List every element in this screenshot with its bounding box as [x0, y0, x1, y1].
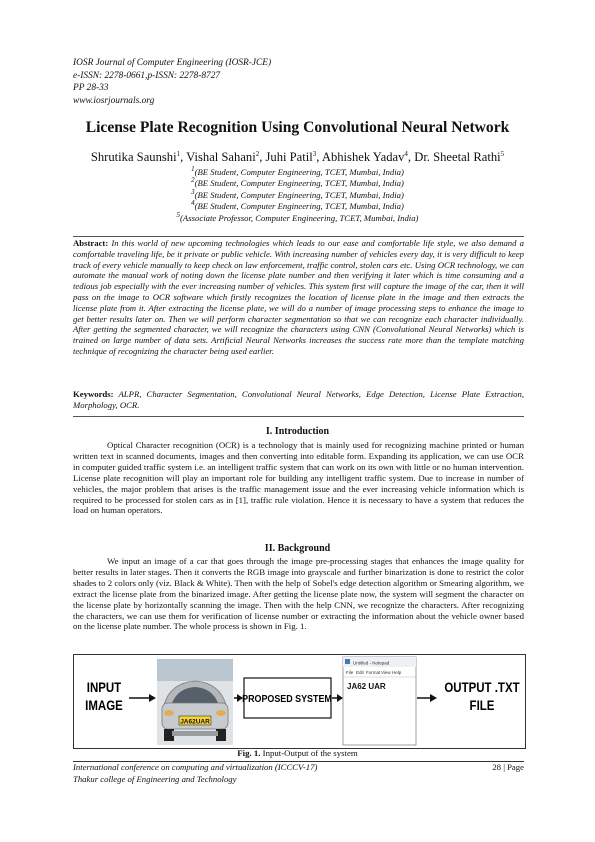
- affiliation-text: (BE Student, Computer Engineering, TCET, Mumbai, India): [194, 167, 404, 177]
- affiliation: [0, 178, 595, 189]
- affiliation: [0, 167, 595, 178]
- affiliation-list: [0, 167, 595, 224]
- affiliation-text: (BE Student, Computer Engineering, TCET, Mumbai, India): [194, 201, 404, 212]
- affiliation-sup: 1: [191, 165, 195, 174]
- paper-title: License Plate Recognition Using Convolutional Neural Network: [85, 119, 510, 136]
- author-name: Juhi Patil: [265, 150, 313, 164]
- section-text-introduction: [73, 440, 524, 516]
- abstract-label: Abstract:: [73, 238, 109, 248]
- notepad-window: [343, 657, 416, 745]
- affiliation-text: (Associate Professor, Computer Engineering, TCET, Mumbai, India): [180, 212, 419, 223]
- paragraph-text: We input an image of a car that goes through the image pre-processing stages that enhances the image quality for better results in later stages. Then it converts the RGB image into grayscale and further binarization is done to restrict the color shades to 2 colors only (viz. Black & White). Then with the help of Sobel's edge detection algorithm or Smearing algorithm, we extract the license plate from the binarized image. After getting the license plate now, the system will segment the character on the license plate by horizontally scanning the image. Then with the help CNN, we recognize the characters. After recognizing the characters, we can use them for verification of license number or extracting the information about the vehicle owner based on the license plate number. The whole process is shown in Fig. 1.: [73, 556, 524, 632]
- footer-college: Thakur college of Engineering and Technology: [73, 774, 237, 784]
- journal-issn: e-ISSN: 2278-0661,p-ISSN: 2278-8727: [73, 70, 221, 81]
- author-list: Shrutika Saunshi$^1$, Vishal Sahani$^2$, Juhi Patil$^3$, Abhishek Yadav$^4$, Dr. Sheetal Rathi$^5$: [90, 149, 505, 164]
- section-text-background: [73, 556, 524, 632]
- author-name: Shrutika Saunshi: [90, 150, 177, 164]
- author-name: Vishal Sahani: [186, 150, 256, 164]
- author-name: Dr. Sheetal Rathi: [414, 150, 501, 164]
- author-sup: 5: [500, 149, 505, 158]
- author-sup: 3: [312, 149, 317, 158]
- affiliation: [0, 201, 595, 212]
- section-heading-introduction: I. Introduction: [265, 426, 330, 437]
- arrow-icon: [129, 694, 156, 702]
- affiliation: [0, 210, 595, 224]
- journal-pages: PP 28-33: [73, 83, 109, 94]
- notepad-menu-format: Format: [366, 670, 381, 675]
- car-photo: [157, 659, 233, 745]
- abstract-top-rule: [73, 236, 524, 237]
- journal-website: www.iosrjournals.org: [73, 95, 155, 106]
- abstract: [73, 238, 524, 357]
- figure-diagram: [74, 655, 525, 748]
- affiliation-sup: 2: [191, 176, 195, 185]
- notepad-icon: [345, 659, 350, 664]
- affiliation-text: (BE Student, Computer Engineering, TCET, Mumbai, India): [194, 178, 404, 189]
- footer-conference: International conference on computing and virtualization (ICCCV-17): [73, 762, 318, 772]
- journal-header: [73, 57, 271, 107]
- author-name: Abhishek Yadav: [321, 150, 405, 164]
- input-label-line1: INPUT: [86, 678, 122, 696]
- keywords: [73, 389, 524, 411]
- output-label-line2: FILE: [469, 696, 495, 714]
- affiliation: [0, 187, 595, 201]
- notepad-menu-edit: Edit: [356, 670, 364, 675]
- abstract-bottom-rule: [73, 416, 524, 417]
- input-label-line2: IMAGE: [85, 696, 123, 714]
- input-image-label: [85, 679, 123, 713]
- keywords-label: Keywords:: [73, 389, 114, 399]
- author-sup: 4: [404, 149, 408, 158]
- figure-caption: [0, 748, 595, 758]
- keywords-text: ALPR, Character Segmentation, Convolutional Neural Networks, Edge Detection, License Plate Extraction, Morphology, OCR.: [73, 389, 524, 410]
- arrow-icon: [332, 694, 343, 702]
- section-heading-background: II. Background: [264, 543, 331, 554]
- notepad-text: JA62 UAR: [347, 682, 386, 691]
- notepad-title: Untitled - Notepad: [353, 660, 390, 666]
- arrow-icon: [417, 694, 437, 702]
- notepad-menu-view: View: [381, 670, 391, 675]
- notepad-menu-file: File: [346, 670, 354, 675]
- figure-caption-label: Fig. 1.: [237, 748, 261, 758]
- affiliation-text: (BE Student, Computer Engineering, TCET, Mumbai, India): [194, 189, 404, 200]
- abstract-text: In this world of new upcoming technologies which leads to our ease and comfortable life style, we also demand a comfortable traveling life, be it private or public vehicle. With increasing number of vehicles every day, it is very difficult to keep track of every vehicle manually to keep check on law enforcement, traffic control, stolen cars etc. Using OCR technology, we can automate the manual work of noting down the license plate number and then verifying it later which is time consuming and a tedious job especially with the ever increasing number of vehicles. This system first will capture the image of the car, then it will pass on the image to OCR software which firstly recognizes the location of license plate in the image and then extracts the license plate from it. After extracting the license plate, we will do a number of image processing steps to enhance the image to get better results later on. Then we will perform character segmentation so that we can recognize each character individually. After getting the segmented character, we will recognize the characters using CNN (Convolutional Neural Networks) which is trained on large number of data sets. Artificial Neural Networks increases the success rate more than the template matching technique of recognizing the character being used earlier.: [73, 238, 525, 356]
- author-sup: 2: [255, 149, 260, 158]
- output-label-line1: OUTPUT .TXT: [444, 678, 520, 696]
- paragraph-text: Optical Character recognition (OCR) is a technology that is mainly used for recognizing machine printed or human written text in scanned documents, images and then converting into editable form. Expanding its application, we can use OCR in computer guided traffic system i.e. an intelligent traffic system that can work on its own with little or no human intervention. License plate recognition will play an important role for building any intelligent traffic system. Due to increase in number of vehicles, the major problem that arises is the traffic management issue and the ever increasing vehicle information which is required to be processed for stolen cars as in [1], traffic rule violation. Hence it is necessary to have a system that reduces the load on human operators.: [73, 440, 524, 516]
- author-sup: 1: [176, 149, 181, 158]
- license-plate-text: JA62UAR: [180, 718, 210, 726]
- affiliation-sup: 4: [191, 199, 195, 208]
- journal-name: IOSR Journal of Computer Engineering (IOSR-JCE): [73, 58, 272, 68]
- page-number: 28 | Page: [492, 762, 524, 772]
- affiliation-sup: 5: [176, 210, 181, 219]
- notepad-menu-help: Help: [392, 670, 402, 675]
- figure-caption-text: Input-Output of the system: [260, 748, 358, 758]
- figure-1: [73, 654, 526, 749]
- affiliation-sup: 3: [191, 187, 195, 196]
- proposed-system-label: PROPOSED SYSTEM: [242, 693, 332, 706]
